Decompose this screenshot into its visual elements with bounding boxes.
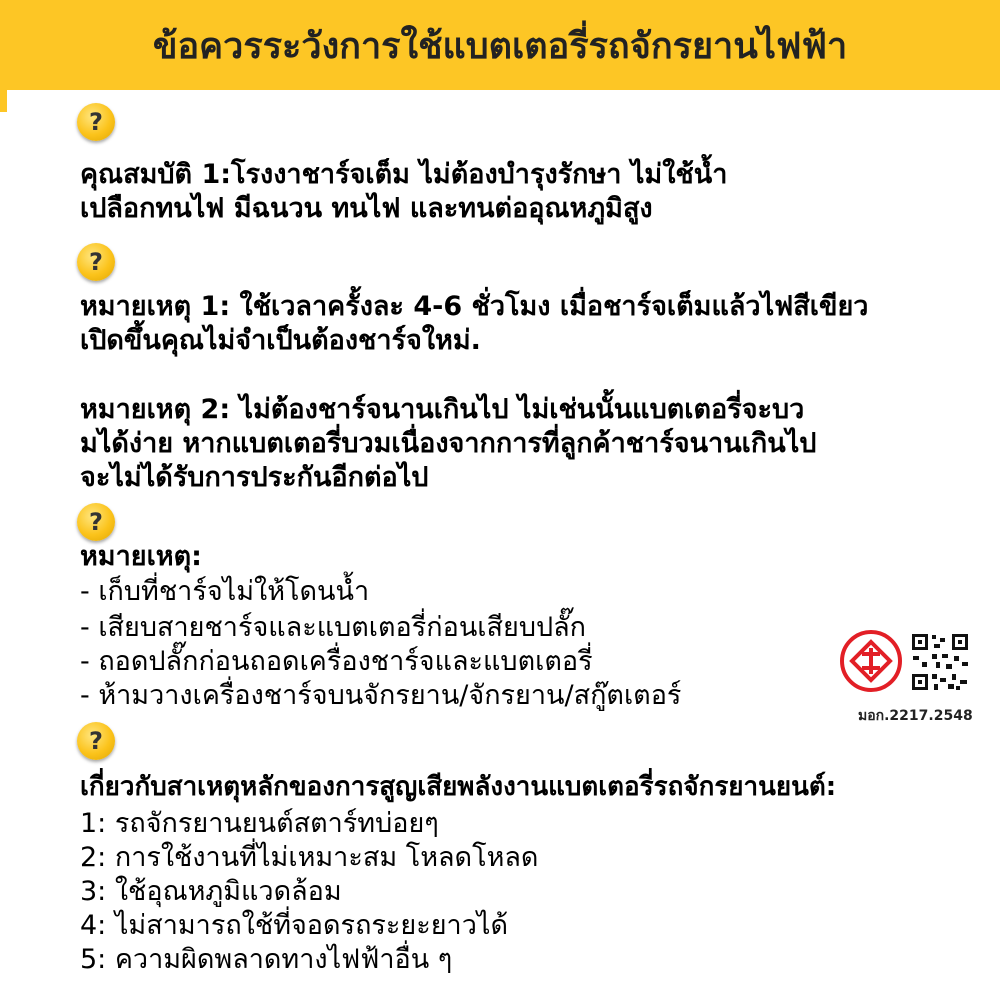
list-item: - เสียบสายชาร์จและแบตเตอรี่ก่อนเสียบปลั๊ก (80, 612, 586, 643)
note2-line-1: หมายเหตุ 2: ไม่ต้องชาร์จนานเกินไป ไม่เช่นนั้นแบตเตอรี่จะบว (80, 394, 805, 425)
list-item: 2: การใช้งานที่ไม่เหมาะสม โหลดโหลด (80, 842, 539, 873)
question-icon: ? (77, 243, 115, 281)
list-item: 1: รถจักรยานยนต์สตาร์ทบ่อยๆ (80, 808, 439, 839)
property-line-2: เปลือกทนไฟ มีฉนวน ทนไฟ และทนต่ออุณหภูมิสูง (80, 193, 653, 224)
causes-heading: เกี่ยวกับสาเหตุหลักของการสูญเสียพลังงานแบตเตอรี่รถจักรยานยนต์: (80, 772, 837, 802)
question-icon: ? (77, 103, 115, 141)
list-item: - ถอดปลั๊กก่อนถอดเครื่องชาร์จและแบตเตอรี่ (80, 646, 593, 677)
note2-line-2: มได้ง่าย หากแบตเตอรี่บวมเนื่องจากการที่ลูกค้าชาร์จนานเกินไป (80, 428, 817, 459)
question-icon: ? (77, 503, 115, 541)
note2-line-3: จะไม่ได้รับการประกันอีกต่อไป (80, 462, 429, 493)
note1-line-2: เปิดขึ้นคุณไม่จำเป็นต้องชาร์จใหม่. (80, 325, 481, 356)
qr-code-icon (910, 632, 970, 692)
page-title: ข้อควรระวังการใช้แบตเตอรี่รถจักรยานไฟฟ้า (152, 25, 848, 67)
tisi-logo-icon (840, 630, 902, 692)
list-item: 4: ไม่สามารถใช้ที่จอดรถระยะยาวได้ (80, 910, 508, 941)
header-banner (0, 0, 1000, 90)
list-item: - เก็บที่ชาร์จไม่ให้โดนน้ำ (80, 576, 370, 607)
property-line-1: คุณสมบัติ 1:โรงงาชาร์จเต็ม ไม่ต้องบำรุงรักษา ไม่ใช้น้ำ (80, 159, 728, 190)
list-item: 3: ใช้อุณหภูมิแวดล้อม (80, 876, 342, 907)
list-item: - ห้ามวางเครื่องชาร์จบนจักรยาน/จักรยาน/สกู๊ตเตอร์ (80, 680, 682, 711)
question-icon: ? (77, 722, 115, 760)
notes-heading: หมายเหตุ: (80, 541, 202, 572)
list-item: 5: ความผิดพลาดทางไฟฟ้าอื่น ๆ (80, 944, 453, 975)
note1-line-1: หมายเหตุ 1: ใช้เวลาครั้งละ 4-6 ชั่วโมง เมื่อชาร์จเต็มแล้วไฟสีเขียว (80, 291, 869, 322)
standard-code: มอก.2217.2548 (858, 708, 973, 724)
header-accent (0, 90, 7, 112)
